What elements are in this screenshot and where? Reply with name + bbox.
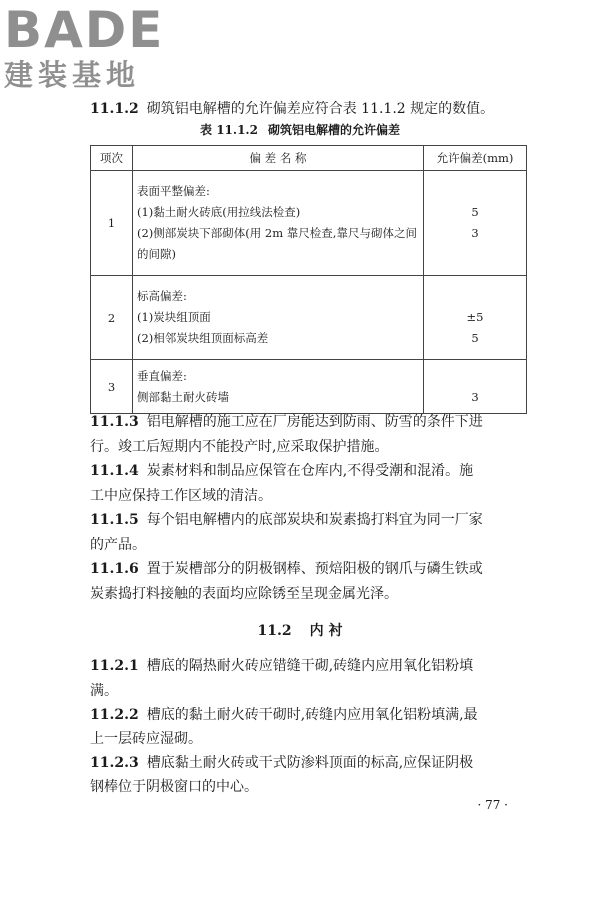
row-value: 5	[471, 205, 479, 219]
row-description	[133, 360, 424, 414]
clause-number: 11.1.4	[90, 463, 139, 479]
clause-text: 槽底的黏土耐火砖干砌时,砖缝内应用氧化铝粉填满,最	[146, 707, 478, 723]
clause-text: 置于炭槽部分的阴极钢棒、预焙阳极的钢爪与磷生铁或	[146, 561, 483, 577]
row-item: (2)相邻炭块组顶面标高差	[137, 331, 269, 345]
clause-line: 钢棒位于阴极窗口的中心。	[90, 779, 258, 795]
clause-number: 11.2.3	[90, 755, 139, 771]
table-row	[91, 276, 527, 360]
table-row	[91, 360, 527, 414]
row-index: 2	[91, 276, 133, 360]
table-caption	[0, 121, 600, 138]
row-title: 表面平整偏差:	[137, 184, 210, 198]
clause-line: 行。竣工后短期内不能投产时,应采取保护措施。	[90, 439, 389, 455]
clause-line: 的产品。	[90, 537, 146, 553]
header-name: 偏 差 名 称	[133, 146, 424, 171]
brand-logo	[4, 2, 184, 94]
row-item: (2)侧部炭块下部砌体(用 2m 靠尺检查,靠尺与砌体之间的间隙)	[137, 226, 417, 261]
clause-11-1-4	[90, 461, 473, 481]
row-item: (1)黏土耐火砖底(用拉线法检查)	[137, 205, 301, 219]
row-title: 标高偏差:	[137, 289, 187, 303]
clause-text: 炭素材料和制品应保管在仓库内,不得受潮和混淆。施	[146, 463, 474, 479]
table-row	[91, 171, 527, 276]
row-title: 垂直偏差:	[137, 368, 187, 383]
clause-line: 上一层砖应湿砌。	[90, 731, 202, 747]
table-caption-title: 砌筑铝电解槽的允许偏差	[267, 123, 400, 137]
clause-number: 11.1.5	[90, 512, 139, 528]
clause-11-1-3	[90, 412, 483, 432]
clause-11-2-3	[90, 753, 473, 773]
clause-text: 砌筑铝电解槽的允许偏差应符合表 11.1.2 规定的数值。	[146, 101, 495, 117]
table-header-row	[91, 146, 527, 171]
section-number: 11.2	[257, 623, 292, 639]
row-values	[424, 276, 527, 360]
clause-line: 满。	[90, 683, 118, 699]
row-description	[133, 171, 424, 276]
clause-number: 11.1.6	[90, 561, 139, 577]
logo-wordmark: BADE	[4, 1, 165, 59]
clause-11-2-2	[90, 705, 478, 725]
row-index: 1	[91, 171, 133, 276]
clause-text: 每个铝电解槽内的底部炭块和炭素捣打料宜为同一厂家	[146, 512, 483, 528]
header-tolerance: 允许偏差(mm)	[424, 146, 527, 171]
row-values	[424, 360, 527, 414]
clause-11-1-2	[90, 99, 494, 119]
row-value: 3	[471, 226, 479, 240]
clause-number: 11.1.3	[90, 414, 139, 430]
row-item: (1)炭块组顶面	[137, 310, 211, 324]
row-value: ±5	[466, 310, 484, 324]
clause-number: 11.1.2	[90, 101, 139, 117]
clause-text: 槽底黏土耐火砖或干式防渗料顶面的标高,应保证阴极	[146, 755, 474, 771]
section-title: 内 衬	[309, 623, 343, 639]
row-value: 3	[471, 389, 479, 404]
logo-subtitle: 建装基地	[4, 58, 141, 92]
clause-11-1-6	[90, 559, 483, 579]
clause-11-1-5	[90, 510, 483, 530]
section-heading	[0, 620, 600, 640]
row-item: 侧部黏土耐火砖墙	[137, 389, 229, 404]
clause-line: 工中应保持工作区域的清洁。	[90, 488, 272, 504]
table-caption-number: 表 11.1.2	[200, 123, 258, 137]
clause-text: 槽底的隔热耐火砖应错缝干砌,砖缝内应用氧化铝粉填	[146, 658, 474, 674]
row-description	[133, 276, 424, 360]
tolerance-table	[90, 145, 527, 414]
header-index: 项次	[91, 146, 133, 171]
clause-line: 炭素捣打料接触的表面均应除锈至呈现金属光泽。	[90, 586, 398, 602]
clause-number: 11.2.2	[90, 707, 139, 723]
row-value: 5	[471, 331, 479, 345]
clause-number: 11.2.1	[90, 658, 139, 674]
row-index: 3	[91, 360, 133, 414]
clause-11-2-1	[90, 656, 473, 676]
clause-text: 铝电解槽的施工应在厂房能达到防雨、防雪的条件下进	[146, 414, 483, 430]
page-number: · 77 ·	[477, 798, 508, 812]
row-values	[424, 171, 527, 276]
